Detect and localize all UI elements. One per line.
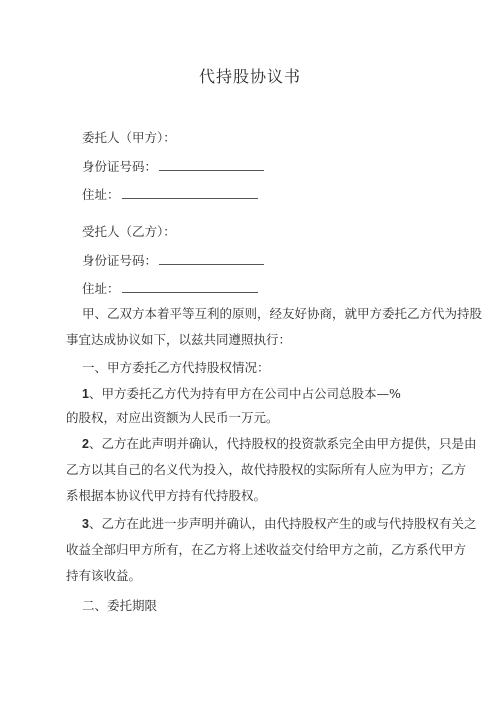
party-a-id-row [82, 158, 264, 175]
party-b-id-row [82, 252, 264, 269]
clause-3-line-2: 收益全部归甲方所有，在乙方将上述收益交付给甲方之前，乙方系代甲方 [66, 542, 467, 557]
clause-1-text-1: 、甲方委托乙方代为持有甲方在公司中占公司总股本—% [88, 386, 401, 401]
clause-3-line-3: 持有该收益。 [66, 568, 142, 583]
clause-3-line-1 [82, 516, 476, 532]
clause-3-text-1: 、乙方在此进一步声明并确认，由代持股权产生的或与代持股权有关之 [88, 516, 477, 531]
clause-2-number: 2 [82, 437, 89, 451]
clause-1-number: 1 [82, 387, 89, 401]
clause-2-line-1 [82, 436, 476, 452]
party-b-heading: 受托人（乙方）： [82, 224, 176, 239]
clause-1-line-2: 的股权，对应出资额为人民币一万元。 [66, 410, 279, 425]
clause-3-number: 3 [82, 517, 89, 531]
section-1-heading: 一、甲方委托乙方代持股权情况： [82, 360, 270, 375]
party-a-address-row [82, 186, 258, 203]
document-title: 代持股协议书 [198, 67, 301, 86]
party-b-id-blank [159, 252, 264, 265]
party-a-address-label: 住址： [82, 187, 120, 202]
intro-line-2: 事宜达成协议如下，以兹共同遵照执行： [66, 332, 292, 347]
clause-2-line-2: 乙方以其自己的名义代为投入，故代持股权的实际所有人应为甲方；乙方 [66, 462, 467, 477]
party-a-id-label: 身份证号码： [82, 159, 158, 174]
clause-2-line-3: 系根据本协议代甲方持有代持股权。 [66, 488, 267, 503]
party-a-address-blank [122, 186, 258, 199]
section-2-heading: 二、委托期限 [82, 598, 158, 613]
clause-2-text-1: 、乙方在此声明并确认，代持股权的投资款系完全由甲方提供，只是由 [88, 436, 477, 451]
party-b-address-row [82, 280, 258, 297]
clause-1-line-1 [82, 386, 401, 402]
party-b-id-label: 身份证号码： [82, 253, 158, 268]
party-b-address-label: 住址： [82, 281, 120, 296]
party-a-heading: 委托人（甲方）： [82, 130, 176, 145]
party-a-id-blank [159, 158, 264, 171]
intro-line-1: 甲、乙双方本着平等互利的原则，经友好协商，就甲方委托乙方代为持股 [82, 306, 483, 321]
party-b-address-blank [122, 280, 258, 293]
